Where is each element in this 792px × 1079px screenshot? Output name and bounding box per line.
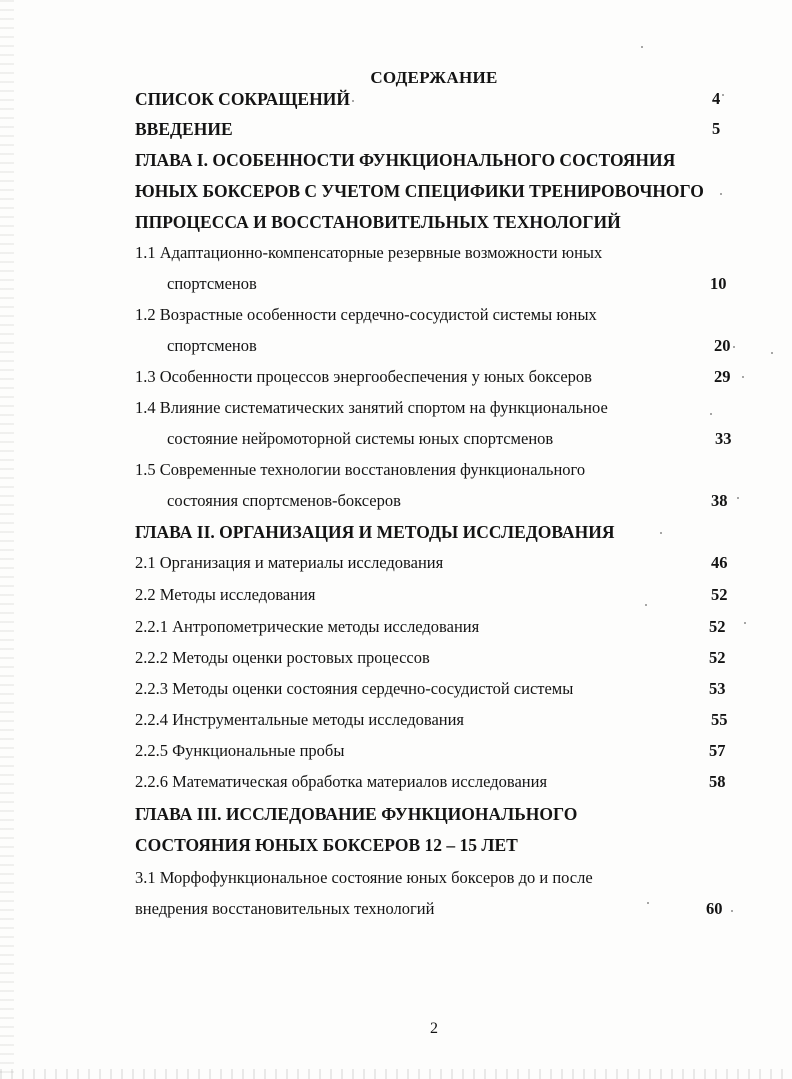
- toc-entry-2-2-5: 2.2.5 Функциональные пробы: [135, 741, 345, 760]
- scan-speck: [771, 352, 773, 354]
- toc-page-2-1: 46: [711, 553, 728, 572]
- scan-speck: [731, 910, 733, 912]
- scan-speck: [647, 902, 649, 904]
- toc-entry-1-5-line-2: состояния спортсменов-боксеров: [167, 491, 401, 510]
- scan-speck: [733, 346, 735, 348]
- toc-page-1-1: 10: [710, 274, 727, 293]
- toc-page-2-2-1: 52: [709, 617, 726, 636]
- toc-entry-1-1-line-1: 1.1 Адаптационно-компенсаторные резервные возможности юных: [135, 243, 603, 262]
- scan-speck: [744, 622, 746, 624]
- toc-entry-1-2-line-1: 1.2 Возрастные особенности сердечно-сосудистой системы юных: [135, 305, 597, 324]
- toc-chapter-1-line-2: ЮНЫХ БОКСЕРОВ С УЧЕТОМ СПЕЦИФИКИ ТРЕНИРОВОЧНОГО: [135, 181, 704, 201]
- scan-speck: [722, 94, 724, 96]
- toc-entry-1-1-line-2: спортсменов: [167, 274, 257, 293]
- toc-entry-2-2: 2.2 Методы исследования: [135, 585, 316, 604]
- toc-entry-2-1: 2.1 Организация и материалы исследования: [135, 553, 444, 572]
- scan-speck: [737, 497, 739, 499]
- toc-entry-1-4-line-1: 1.4 Влияние систематических занятий спортом на функциональное: [135, 398, 608, 417]
- scan-speck: [742, 376, 744, 378]
- toc-page-2-2-4: 55: [711, 710, 728, 729]
- toc-entry-3-1-line-1: 3.1 Морфофункциональное состояние юных боксеров до и после: [135, 868, 593, 887]
- scan-speck: [720, 193, 722, 195]
- toc-page-1-3: 29: [714, 367, 731, 386]
- toc-entry-2-2-2: 2.2.2 Методы оценки ростовых процессов: [135, 648, 430, 667]
- page-number: 2: [430, 1020, 438, 1037]
- scan-speck: [352, 100, 354, 102]
- toc-chapter-1-line-3: ППРОЦЕССА И ВОССТАНОВИТЕЛЬНЫХ ТЕХНОЛОГИЙ: [135, 212, 621, 232]
- toc-page-2-2-5: 57: [709, 741, 726, 760]
- toc-page-2-2-3: 53: [709, 679, 726, 698]
- toc-page-1-4: 33: [715, 429, 732, 448]
- toc-entry-2-2-1: 2.2.1 Антропометрические методы исследования: [135, 617, 480, 636]
- scan-speck: [710, 413, 712, 415]
- toc-page-2-2: 52: [711, 585, 728, 604]
- toc-chapter-2: ГЛАВА II. ОРГАНИЗАЦИЯ И МЕТОДЫ ИССЛЕДОВАНИЯ: [135, 522, 615, 542]
- scan-speck: [660, 532, 662, 534]
- toc-chapter-3-line-1: ГЛАВА III. ИССЛЕДОВАНИЕ ФУНКЦИОНАЛЬНОГО: [135, 804, 578, 824]
- toc-entry-abbreviations: СПИСОК СОКРАЩЕНИЙ: [135, 89, 350, 109]
- toc-entry-1-4-line-2: состояние нейромоторной системы юных спортсменов: [167, 429, 554, 448]
- toc-entry-introduction: ВВЕДЕНИЕ: [135, 119, 233, 139]
- toc-entry-2-2-6: 2.2.6 Математическая обработка материалов исследования: [135, 772, 548, 791]
- scan-edge-left: [0, 0, 14, 1079]
- scan-edge-bottom: [0, 1069, 792, 1079]
- scan-speck: [641, 46, 643, 48]
- toc-page-introduction: 5: [712, 119, 721, 138]
- toc-entry-1-3: 1.3 Особенности процессов энергообеспечения у юных боксеров: [135, 367, 592, 386]
- scan-speck: [645, 604, 647, 606]
- toc-entry-2-2-3: 2.2.3 Методы оценки состояния сердечно-сосудистой системы: [135, 679, 574, 698]
- toc-page-1-5: 38: [711, 491, 728, 510]
- toc-chapter-3-line-2: СОСТОЯНИЯ ЮНЫХ БОКСЕРОВ 12 – 15 ЛЕТ: [135, 835, 518, 855]
- toc-page-2-2-2: 52: [709, 648, 726, 667]
- toc-title: СОДЕРЖАНИЕ: [370, 68, 498, 87]
- toc-entry-1-5-line-1: 1.5 Современные технологии восстановления функционального: [135, 460, 586, 479]
- toc-page-abbreviations: 4: [712, 89, 721, 108]
- toc-page-2-2-6: 58: [709, 772, 726, 791]
- toc-entry-3-1-line-2: внедрения восстановительных технологий: [135, 899, 435, 918]
- toc-page-3-1: 60: [706, 899, 723, 918]
- toc-page-1-2: 20: [714, 336, 731, 355]
- toc-chapter-1-line-1: ГЛАВА I. ОСОБЕННОСТИ ФУНКЦИОНАЛЬНОГО СОСТОЯНИЯ: [135, 150, 676, 170]
- toc-entry-1-2-line-2: спортсменов: [167, 336, 257, 355]
- toc-entry-2-2-4: 2.2.4 Инструментальные методы исследования: [135, 710, 465, 729]
